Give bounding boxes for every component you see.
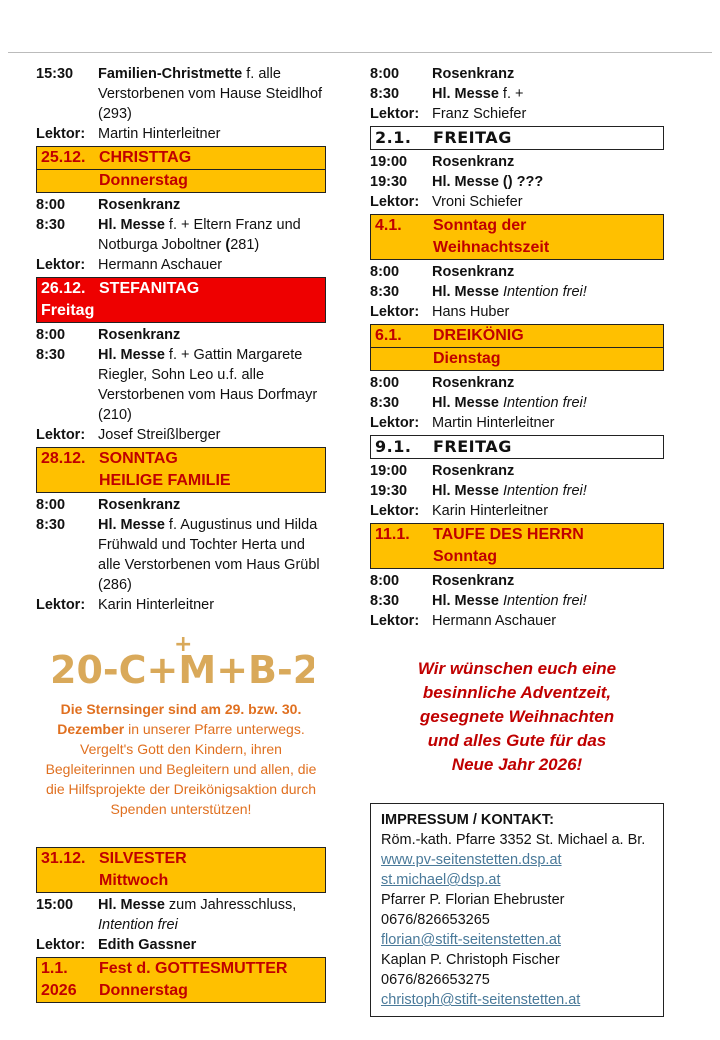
service-row: 19:00 Rosenkranz (370, 463, 515, 479)
email-link-parish[interactable]: st.michael@dsp.at (381, 872, 501, 888)
service-time: 15:30 (36, 66, 74, 82)
day-header-christtag (36, 146, 326, 170)
service-row: 8:30 Hl. Messe Intention frei! (370, 395, 587, 411)
impressum-title: IMPRESSUM / KONTAKT: (381, 812, 554, 828)
service-row: 8:00 Rosenkranz (36, 197, 181, 213)
day-header-stefanitag: 26.12. STEFANITAG Freitag (36, 277, 326, 323)
service-title: Familien-Christmette (98, 66, 243, 82)
svg-text:20-C+M+B-26: 20-C+M+B-2 (50, 648, 314, 691)
service-row (36, 64, 326, 124)
header-weekday: Freitag (41, 302, 95, 319)
service-row: 19:00 Rosenkranz (370, 154, 515, 170)
lektor-row: Lektor: Martin Hinterleitner (370, 415, 555, 431)
header-weekday: Dienstag (370, 348, 664, 371)
lektor-row: Lektor: Karin Hinterleitner (370, 503, 549, 519)
day-header-taufe: 11.1. TAUFE DES HERRN Sonntag (370, 523, 664, 569)
lektor-row: Lektor: Franz Schiefer (370, 106, 527, 122)
service-row: 8:00 Rosenkranz (370, 375, 515, 391)
service-row: 8:30 Hl. Messe f. + Eltern Franz und Notburga Joboltner (281) (36, 217, 301, 253)
lektor-name: Martin Hinterleitner (98, 126, 221, 142)
day-header-silvester: 31.12. SILVESTER Mittwoch (36, 847, 326, 893)
service-row: 8:00 Rosenkranz (36, 327, 181, 343)
service-row: 8:30 Hl. Messe f. + (370, 86, 524, 102)
impressum-box: IMPRESSUM / KONTAKT: Röm.-kath. Pfarre 3352 St. Michael a. Br. www.pv-seitenstetten.dsp.at st.michael@dsp.at Pfarrer P. Florian Ehebruster 0676/826653265 florian@stift-seitenstetten.at Kaplan P. Christoph Fischer 0676/826653275 christoph@stift-seitenstetten.at (370, 803, 664, 1017)
service-row: 8:00 Rosenkranz (370, 264, 515, 280)
header-date: 25.12. (41, 149, 86, 166)
christmas-greeting: Wir wünschen euch eine besinnliche Adventzeit, gesegnete Weihnachten und alles Gute für das Neue Jahr 2026! (417, 659, 617, 774)
service-row: 8:30 Hl. Messe f. + Gattin Margarete Riegler, Sohn Leo u.f. alle Verstorbenen vom Haus Dorfmayr (210) (36, 347, 318, 423)
sternsinger-logo (44, 629, 326, 695)
top-rule (8, 52, 712, 53)
service-intention: f. alle Verstorbenen vom Hause Steidlhof (293) (98, 66, 323, 122)
day-header-dreikoenig: 6.1. DREIKÖNIG (370, 324, 664, 348)
lektor-row: Lektor: Hermann Aschauer (370, 613, 557, 629)
service-desc (98, 64, 326, 124)
day-header-gottesmutter: 1.1. Fest d. GOTTESMUTTER 2026 Donnerstag (36, 957, 326, 1003)
lektor-row (36, 124, 326, 144)
day-header-weihnachtszeit: 4.1. Sonntag der Weihnachtszeit (370, 214, 664, 260)
email-link-christoph[interactable]: christoph@stift-seitenstetten.at (381, 992, 581, 1008)
lektor-row: Lektor: Josef Streißlberger (36, 427, 221, 443)
service-row: 19:30 Hl. Messe () ??? (370, 174, 544, 190)
day-header-heilige-familie: 28.12. SONNTAG HEILIGE FAMILIE (36, 447, 326, 493)
service-row: 8:00 Rosenkranz (36, 497, 181, 513)
header-name: CHRISTTAG (99, 149, 192, 166)
website-link[interactable]: www.pv-seitenstetten.dsp.at (381, 852, 562, 868)
lektor-label: Lektor: (36, 126, 86, 142)
email-link-florian[interactable]: florian@stift-seitenstetten.at (381, 932, 561, 948)
lektor-row: Lektor: Hans Huber (370, 304, 510, 320)
service-row: 8:00 Rosenkranz (370, 573, 515, 589)
service-row: 8:30 Hl. Messe f. Augustinus und Hilda Frühwald und Tochter Herta und alle Verstorbenen vom Haus Grübl (286) (36, 517, 320, 593)
right-column (370, 64, 664, 1017)
service-row: 15:00 Hl. Messe zum Jahresschluss, Intention frei (36, 897, 297, 933)
lektor-row: Lektor: Edith Gassner (36, 937, 197, 953)
header-weekday: Donnerstag (36, 170, 326, 193)
service-row: 8:00 Rosenkranz (370, 66, 515, 82)
service-row: 19:30 Hl. Messe Intention frei! (370, 483, 587, 499)
lektor-row: Lektor: Karin Hinterleitner (36, 597, 215, 613)
day-header-freitag: 2.1. FREITAG (370, 126, 664, 150)
left-column (36, 64, 326, 1005)
day-header-freitag-9: 9.1. FREITAG (370, 435, 664, 459)
lektor-row: Lektor: Vroni Schiefer (370, 194, 523, 210)
sternsinger-notice: Die Sternsinger sind am 29. bzw. 30. Dezember in unserer Pfarre unterwegs. Vergelt's Gott den Kindern, ihren Begleiterinnen und Begleitern und allen, die die Hilfsprojekte der Dreikönigsaktion durch Spenden unterstützen! (45, 701, 317, 817)
lektor-row: Lektor: Hermann Aschauer (36, 257, 223, 273)
service-row: 8:30 Hl. Messe Intention frei! (370, 284, 587, 300)
svg-text:+: + (174, 632, 193, 657)
service-row: 8:30 Hl. Messe Intention frei! (370, 593, 587, 609)
